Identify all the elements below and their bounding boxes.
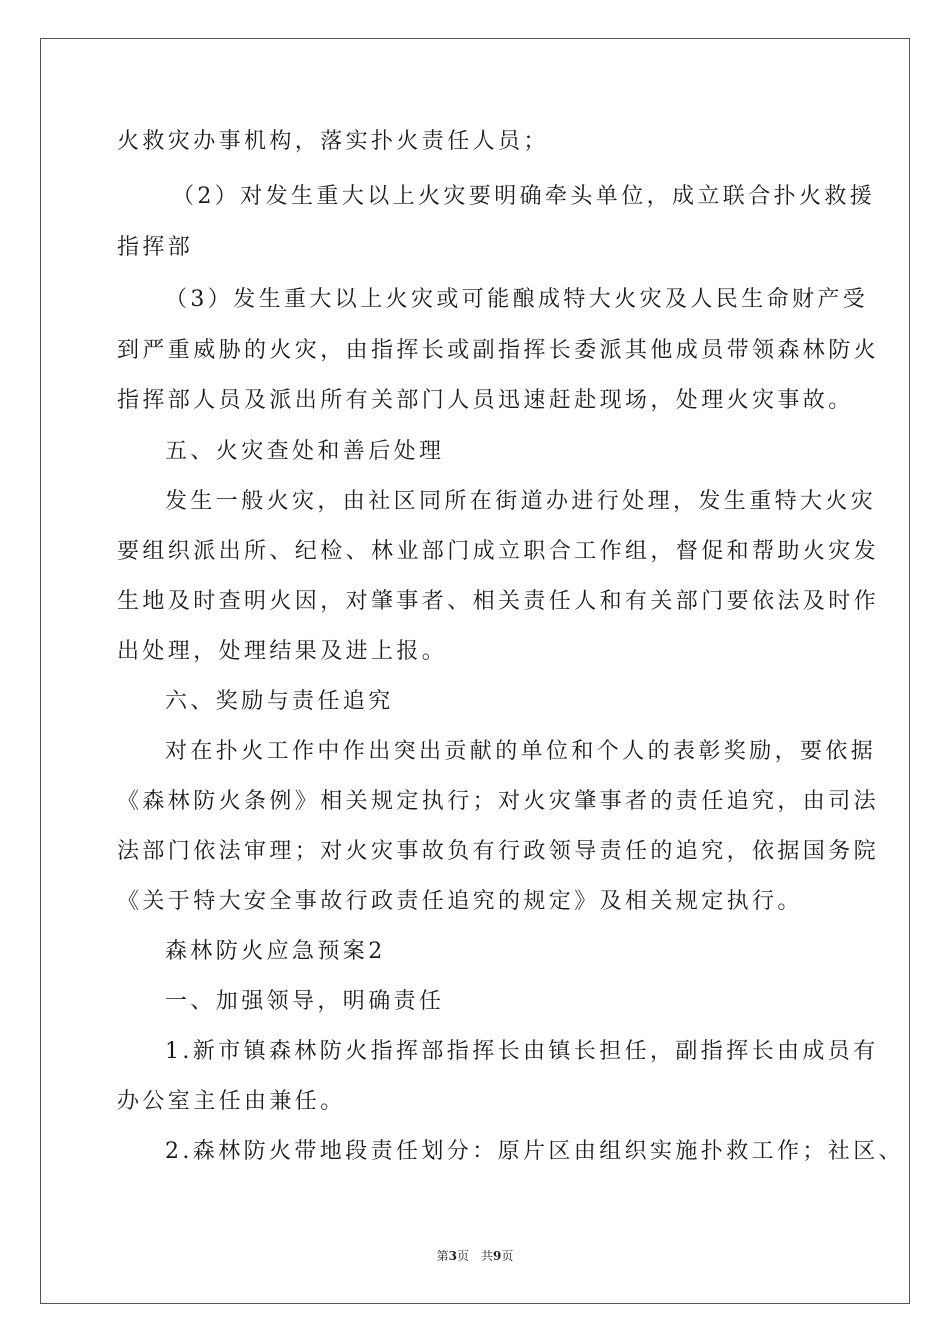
text-line: 到严重威胁的火灾，由指挥长或副指挥长委派其他成员带领森林防火 (117, 338, 880, 363)
section-heading: 六、奖励与责任追究 (165, 689, 394, 714)
text-line: （3）发生重大以上火灾或可能酿成特大火灾及人民生命财产受 (165, 287, 869, 312)
text-line: 对在扑火工作中作出突出贡献的单位和个人的表彰奖励，要依据 (165, 739, 877, 764)
footer-suffix: 页 (501, 1249, 514, 1263)
text-line: 《关于特大安全事故行政责任追究的规定》及相关规定执行。 (117, 889, 803, 914)
footer-total-pages: 9 (493, 1249, 502, 1263)
footer-prefix: 第 (436, 1249, 449, 1263)
text-line: 生地及时查明火因，对肇事者、相关责任人和有关部门要依法及时作 (117, 589, 880, 614)
text-line: 火救灾办事机构，落实扑火责任人员； (117, 129, 549, 154)
footer-mid: 页 共 (456, 1249, 493, 1263)
section-heading: 森林防火应急预案2 (165, 939, 386, 964)
text-line: 出处理，处理结果及进上报。 (117, 639, 448, 664)
text-line: 要组织派出所、纪检、林业部门成立职合工作组，督促和帮助火灾发 (117, 539, 880, 564)
text-line: 2.森林防火带地段责任划分：原片区由组织实施扑救工作；社区、 (165, 1139, 904, 1164)
text-line: 指挥部 (117, 235, 194, 260)
page-footer (0, 1248, 950, 1264)
text-line: 发生一般火灾，由社区同所在街道办进行处理，发生重特大火灾 (165, 489, 877, 514)
text-line: 指挥部人员及派出所有关部门人员迅速赶赴现场，处理火灾事故。 (117, 388, 854, 413)
text-line: 1.新市镇森林防火指挥部指挥长由镇长担任，副指挥长由成员有 (165, 1039, 879, 1064)
text-line: 办公室主任由兼任。 (117, 1089, 346, 1114)
section-heading: 一、加强领导，明确责任 (165, 989, 445, 1014)
text-line: 法部门依法审理；对火灾事故负有行政领导责任的追究，依据国务院 (117, 839, 880, 864)
section-heading: 五、火灾查处和善后处理 (165, 439, 445, 464)
text-line: （2）对发生重大以上火灾要明确牵头单位，成立联合扑火救援 (172, 184, 876, 209)
footer-page-number: 3 (448, 1249, 457, 1263)
text-line: 《森林防火条例》相关规定执行；对火灾肇事者的责任追究，由司法 (117, 789, 880, 814)
